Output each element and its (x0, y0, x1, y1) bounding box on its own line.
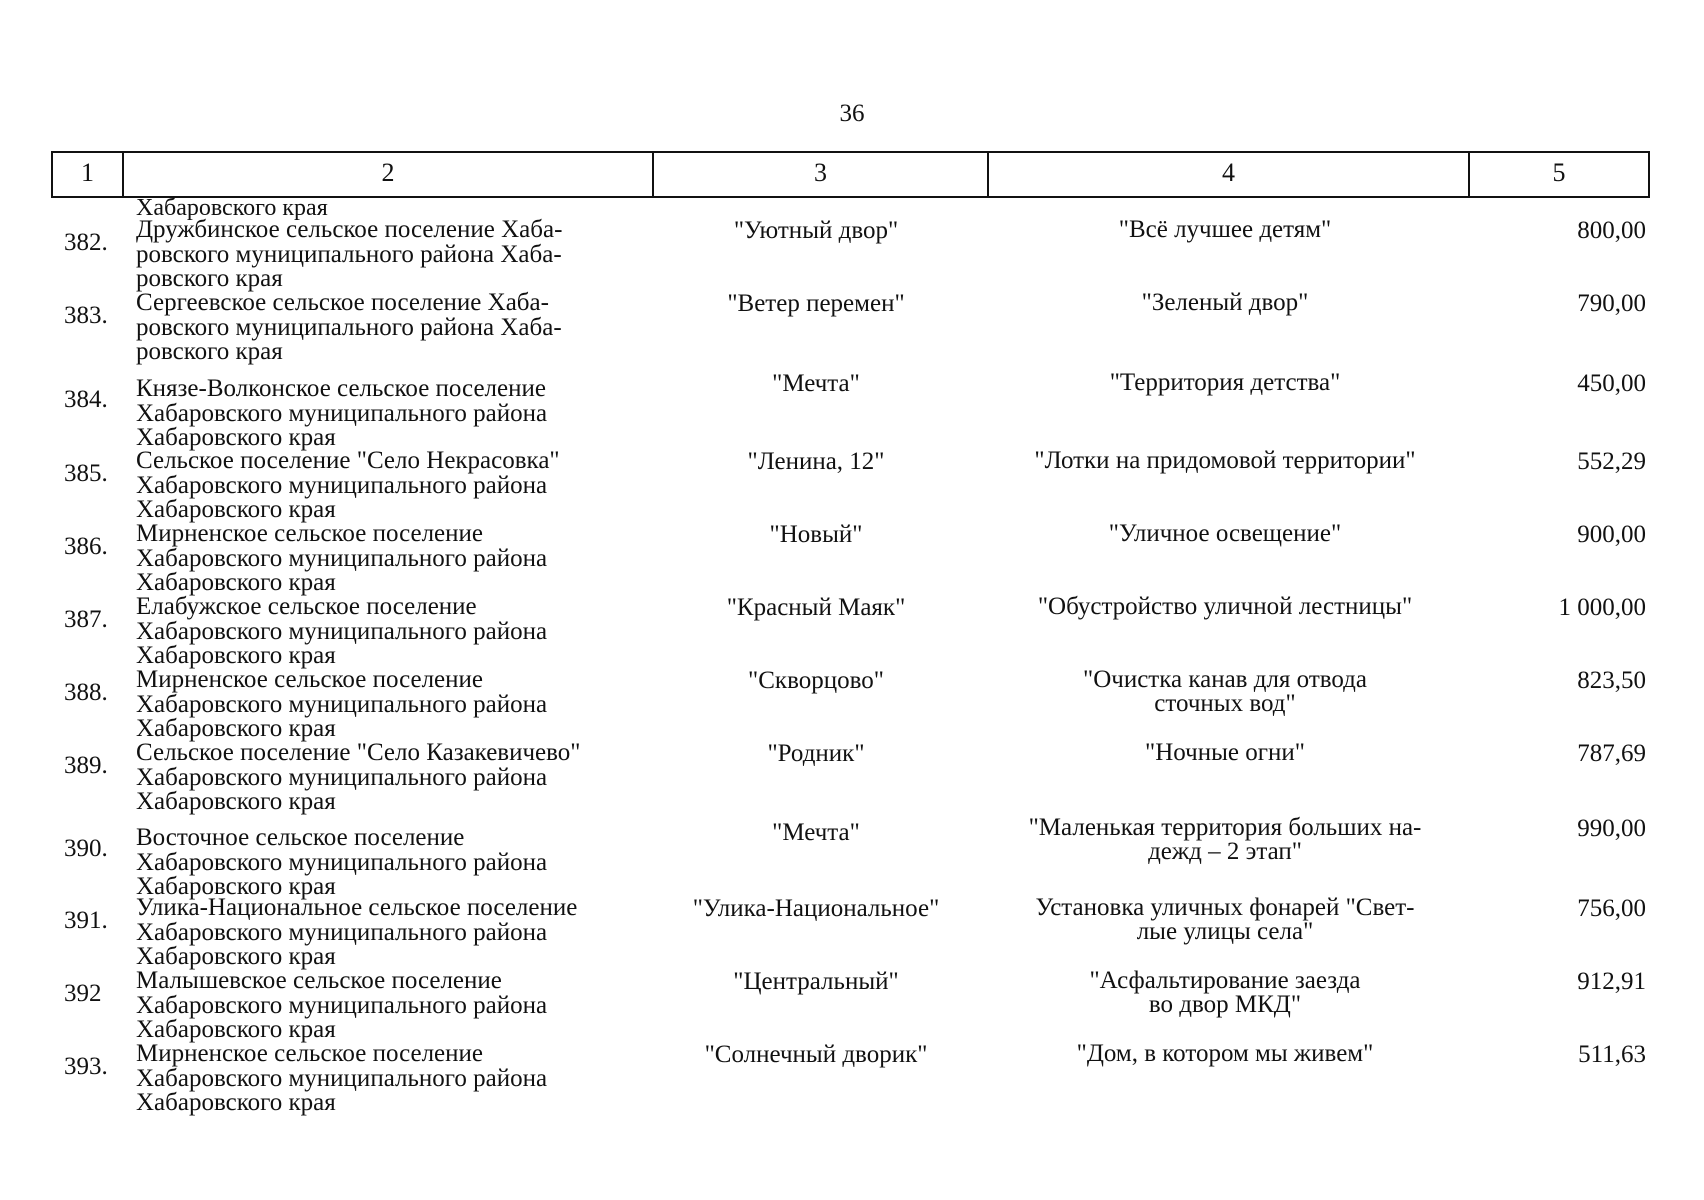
row-territory: "Новый" (769, 521, 863, 548)
row-municipality: Восточное сельское поселение Хабаровского муниципального района Хабаровского края (136, 824, 548, 900)
row-territory: "Родник" (767, 740, 865, 767)
row-municipality: Сергеевское сельское поселение Хаба- ровского муниципального района Хаба- ровского края (136, 289, 562, 365)
row-amount: 900,00 (1577, 521, 1646, 548)
row-territory: "Ветер перемен" (727, 290, 905, 317)
row-territory: "Скворцово" (748, 667, 884, 694)
row-territory: "Центральный" (733, 968, 899, 995)
row-municipality: Елабужское сельское поселение Хабаровского муниципального района Хабаровского края (136, 593, 548, 669)
row-project: "Обустройство уличной лестницы" (1037, 593, 1413, 620)
row-territory: "Мечта" (772, 370, 860, 397)
row-number: 383. (64, 302, 108, 329)
row-number: 385. (64, 460, 108, 487)
page-number: 36 (839, 100, 865, 127)
row-amount: 1 000,00 (1558, 594, 1646, 621)
row-number: 390. (64, 835, 108, 862)
row-municipality: Мирненское сельское поселение Хабаровского муниципального района Хабаровского края (136, 1040, 548, 1116)
row-amount: 790,00 (1577, 290, 1646, 317)
row-project: "Зеленый двор" (1141, 289, 1309, 316)
header-col-5: 5 (1552, 158, 1566, 187)
row-number: 384. (64, 386, 108, 413)
header-col-3: 3 (654, 153, 989, 196)
row-amount: 787,69 (1577, 740, 1646, 767)
row-project: "Дом, в котором мы живем" (1076, 1040, 1374, 1067)
row-number: 382. (64, 229, 108, 256)
row-territory: "Солнечный дворик" (704, 1041, 928, 1068)
row-amount: 800,00 (1577, 217, 1646, 244)
row-territory: "Улика-Национальное" (692, 895, 940, 922)
row-municipality: Малышевское сельское поселение Хабаровского муниципального района Хабаровского края (136, 967, 548, 1043)
header-col-2: 2 (124, 153, 654, 196)
row-municipality: Мирненское сельское поселение Хабаровского муниципального района Хабаровского края (136, 666, 548, 742)
row-number: 392 (64, 980, 102, 1007)
row-amount: 450,00 (1577, 370, 1646, 397)
header-col-1: 1 (53, 153, 124, 196)
row-municipality: Мирненское сельское поселение Хабаровского муниципального района Хабаровского края (136, 520, 548, 596)
header-col-4: 4 (989, 153, 1470, 196)
table-header (51, 151, 1650, 198)
row-number: 386. (64, 533, 108, 560)
row-project: "Всё лучшее детям" (1118, 216, 1332, 243)
row-project: "Очистка канав для отвода сточных вод" (1082, 666, 1367, 717)
row-municipality: Сельское поселение "Село Некрасовка" Хабаровского муниципального района Хабаровского края (136, 447, 560, 523)
row-amount: 912,91 (1577, 968, 1646, 995)
continuation-text: Хабаровского края (136, 195, 328, 221)
row-amount: 552,29 (1577, 448, 1646, 475)
row-number: 387. (64, 606, 108, 633)
row-territory: "Уютный двор" (733, 217, 899, 244)
row-amount: 756,00 (1577, 895, 1646, 922)
row-territory: "Мечта" (772, 819, 860, 846)
row-project: "Маленькая территория больших на- дежд – 2 этап" (1028, 814, 1422, 865)
row-territory: "Ленина, 12" (747, 448, 885, 475)
row-number: 391. (64, 907, 108, 934)
row-territory: "Красный Маяк" (726, 594, 906, 621)
row-project: "Ночные огни" (1145, 739, 1305, 766)
row-number: 393. (64, 1053, 108, 1080)
row-number: 388. (64, 679, 108, 706)
row-amount: 990,00 (1577, 815, 1646, 842)
row-project: Установка уличных фонарей "Свет- лые улицы села" (1035, 894, 1415, 945)
row-number: 389. (64, 752, 108, 779)
row-amount: 511,63 (1578, 1041, 1646, 1068)
row-municipality: Улика-Национальное сельское поселение Хабаровского муниципального района Хабаровского края (136, 894, 578, 970)
row-municipality: Дружбинское сельское поселение Хаба- ровского муниципального района Хаба- ровского края (136, 216, 563, 292)
row-project: "Лотки на придомовой территории" (1034, 447, 1416, 474)
row-project: "Асфальтирование заезда во двор МКД" (1089, 967, 1361, 1018)
row-project: "Территория детства" (1109, 369, 1341, 396)
row-municipality: Князе-Волконское сельское поселение Хабаровского муниципального района Хабаровского края (136, 375, 548, 451)
row-municipality: Сельское поселение "Село Казакевичево" Хабаровского муниципального района Хабаровского края (136, 739, 581, 815)
row-project: "Уличное освещение" (1108, 520, 1342, 547)
row-amount: 823,50 (1577, 667, 1646, 694)
